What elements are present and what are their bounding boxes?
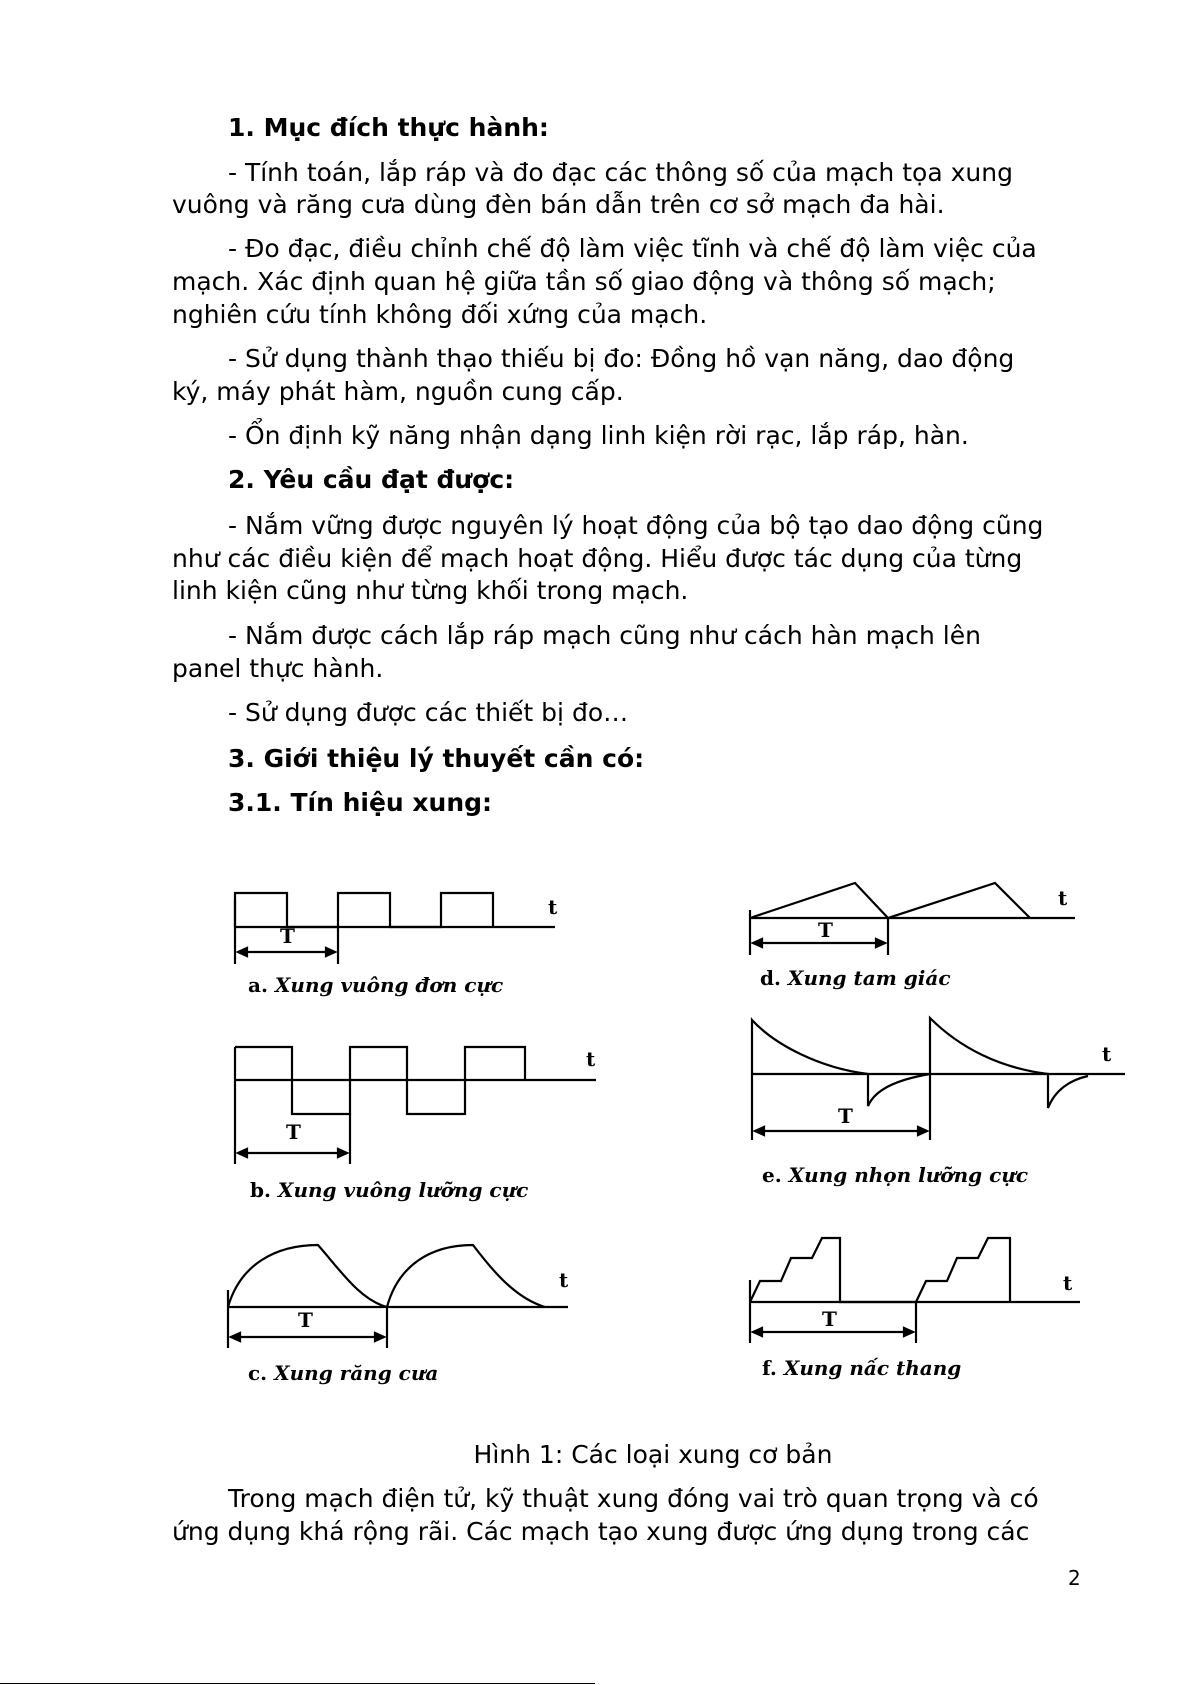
paragraph-line: linh kiện cũng như từng khối trong mạch. [172,576,689,605]
paragraph-line: - Nắm được cách lắp ráp mạch cũng như cách hàn mạch lên [228,621,981,650]
section-1-heading: 1. Mục đích thực hành: [228,113,549,142]
waveform-b-bipolar-square [235,1047,596,1164]
figure-label-a: a. Xung vuông đơn cực [248,973,504,997]
axis-label-t: t [586,1047,596,1071]
paragraph-line: vuông và răng cưa dùng đèn bán dẫn trên cơ sở mạch đa hài. [172,190,945,219]
axis-label-t: t [548,895,558,919]
figure-label-f: f. Xung nấc thang [762,1356,962,1380]
paragraph-line: - Ổn định kỹ năng nhận dạng linh kiện rời rạc, lắp ráp, hàn. [228,421,969,450]
axis-label-t: t [1063,1271,1073,1295]
period-label-T: T [286,1120,301,1144]
period-label-T: T [838,1104,853,1128]
paragraph-line: - Sử dụng được các thiết bị đo… [228,698,629,727]
waveform-e-bipolar-spike [752,1018,1125,1140]
waveform-d-triangle [750,883,1075,955]
figure-label-b: b. Xung vuông lưỡng cực [250,1178,529,1202]
paragraph-line: - Đo đạc, điều chỉnh chế độ làm việc tĩnh và chế độ làm việc của [228,234,1037,263]
axis-label-t: t [1102,1042,1112,1066]
paragraph-line: ứng dụng khá rộng rãi. Các mạch tạo xung được ứng dụng trong các [172,1517,1030,1546]
figure-caption: Hình 1: Các loại xung cơ bản [473,1440,833,1469]
paragraph-line: ký, máy phát hàm, nguồn cung cấp. [172,377,624,406]
period-label-T: T [822,1307,837,1331]
section-3-heading: 3. Giới thiệu lý thuyết cần có: [228,744,645,773]
paragraph-line: như các điều kiện để mạch hoạt động. Hiểu được tác dụng của từng [172,544,1023,573]
paragraph-line: nghiên cứu tính không đối xứng của mạch. [172,300,708,329]
period-label-T: T [280,924,295,948]
period-label-T: T [818,918,833,942]
section-3-1-heading: 3.1. Tín hiệu xung: [228,788,493,817]
paragraph-line: panel thực hành. [172,654,384,683]
axis-label-t: t [1058,886,1068,910]
paragraph-line: Trong mạch điện tử, kỹ thuật xung đóng vai trò quan trọng và có [228,1484,1039,1513]
figure-label-d: d. Xung tam giác [760,966,951,990]
period-label-T: T [298,1308,313,1332]
paragraph-line: mạch. Xác định quan hệ giữa tần số giao động và thông số mạch; [172,267,996,296]
axis-label-t: t [559,1268,569,1292]
paragraph-line: - Nắm vững được nguyên lý hoạt động của bộ tạo dao động cũng [228,511,1044,540]
waveform-f-staircase [750,1238,1080,1343]
figure-label-e: e. Xung nhọn lưỡng cực [762,1163,1028,1187]
page-bottom-rule [0,1683,595,1684]
waveform-c-sawtooth [228,1245,568,1348]
page-number: 2 [1068,1566,1081,1590]
paragraph-line: - Sử dụng thành thạo thiếu bị đo: Đồng hồ vạn năng, dao động [228,344,1015,373]
section-2-heading: 2. Yêu cầu đạt được: [228,465,515,494]
paragraph-line: - Tính toán, lắp ráp và đo đạc các thông số của mạch tọa xung [228,158,1013,187]
figure-label-c: c. Xung răng cưa [248,1361,439,1385]
